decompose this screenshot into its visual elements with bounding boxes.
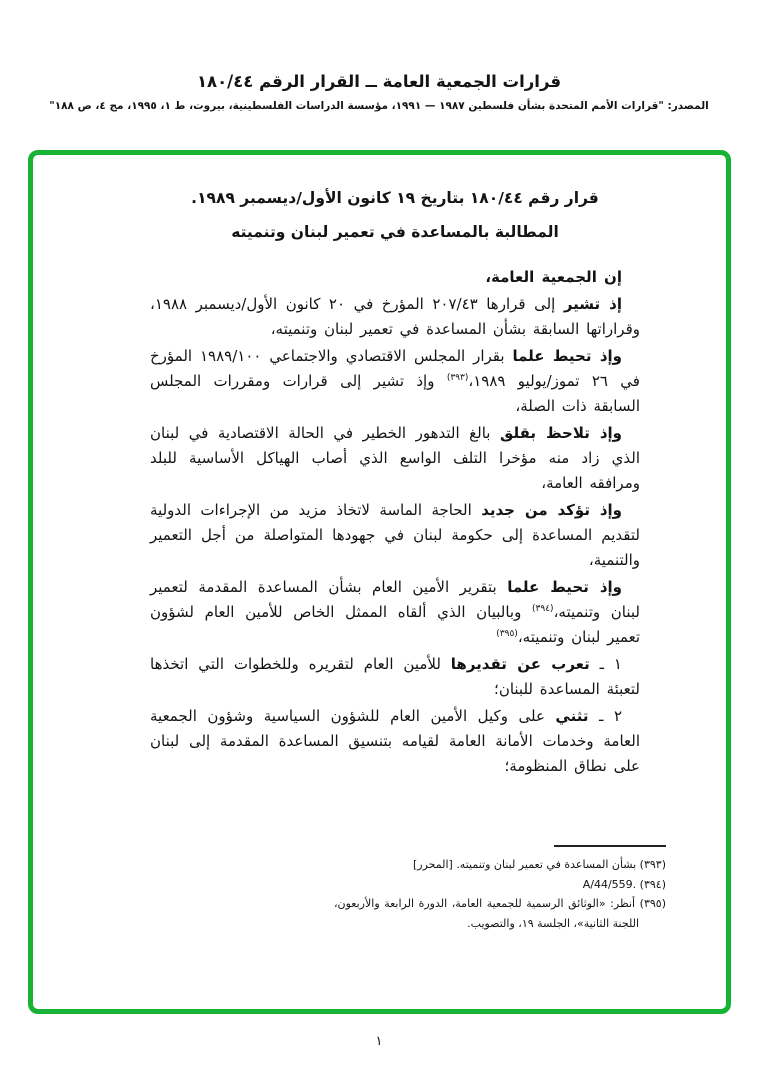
footnote-separator-rule [554, 845, 666, 847]
footnote: (٣٩٥) أنظر: «الوثائق الرسمية للجمعية العامة، الدورة الرابعة والأربعون، اللجنة الثانية»، الجلسة ١٩، والتصويب. [334, 897, 666, 930]
resolution-title: قرار رقم ١٨٠/٤٤ بتاريخ ١٩ كانون الأول/ديسمبر ١٩٨٩. [191, 189, 599, 207]
page-header [0, 72, 758, 112]
paragraph: وإذ تلاحظ بقلق بالغ التدهور الخطير في الحالة الاقتصادية في لبنان الذي زاد منه مؤخرا التلف الواسع الذي أصاب الهياكل الأساسية للبلد ومرافقه العامة، [150, 424, 640, 492]
footnote: (٣٩٤) A/44/559.‎ [582, 877, 666, 891]
paragraph: إذ تشير إلى قرارها ٢٠٧/٤٣ المؤرخ في ٢٠ كانون الأول/ديسمبر ١٩٨٨، وقراراتها السابقة بشأن المساعدة في تعمير لبنان وتنميته، [150, 295, 640, 338]
paragraph: وإذ تحيط علما بقرار المجلس الاقتصادي والاجتماعي ١٩٨٩/١٠٠ المؤرخ في ٢٦ تموز/يوليو ١٩٨٩،$^{(٣٩٣)}$ وإذ تشير إلى قرارات ومقررات المجلس السابقة ذات الصلة، [150, 347, 640, 415]
paragraph: وإذ تحيط علما بتقرير الأمين العام بشأن المساعدة المقدمة لتعمير لبنان وتنميته،$^{(٣٩٤)}$ وبالبيان الذي ألقاه الممثل الخاص للأمين العام لشؤون تعمير لبنان وتنميته،$^{(٣٩٥)}$ [150, 578, 640, 646]
resolution-paragraphs [150, 265, 640, 779]
footnote-list [334, 855, 666, 933]
footnotes-section [334, 845, 666, 933]
resolution-content [150, 189, 640, 781]
header-source-line: المصدر: "قرارات الأمم المتحدة بشأن فلسطين ١٩٨٧ — ١٩٩١، مؤسسة الدراسات الفلسطينية، بيروت، ط ١، ١٩٩٥، مج ٤، ص ١٨٨" [49, 100, 709, 112]
resolution-subtitle: المطالبة بالمساعدة في تعمير لبنان وتنميته [231, 223, 559, 241]
paragraph: ١ ـ تعرب عن تقديرها للأمين العام لتقريره وللخطوات التي اتخذها لتعبئة المساعدة للبنان؛ [150, 655, 640, 698]
paragraph: ٢ ـ تثني على وكيل الأمين العام للشؤون السياسية وشؤون الجمعية العامة وخدمات الأمانة العامة لقيامه بتنسيق المساعدة المقدمة إلى لبنان على نطاق المنظومة؛ [150, 707, 640, 775]
paragraph: إن الجمعية العامة، [485, 268, 622, 286]
paragraph: وإذ تؤكد من جديد الحاجة الماسة لاتخاذ مزيد من الإجراءات الدولية لتقديم المساعدة إلى حكومة لبنان في جهودها المتواصلة من أجل التعمير والتنمية، [150, 501, 640, 569]
header-title: قرارات الجمعية العامة ــ القرار الرقم ١٨٠/٤٤ [196, 72, 562, 91]
resolution-border-box [28, 150, 731, 1014]
footnote: (٣٩٣) بشأن المساعدة في تعمير لبنان وتنميته. [المحرر] [412, 858, 666, 871]
page-number: ١ [375, 1034, 383, 1049]
